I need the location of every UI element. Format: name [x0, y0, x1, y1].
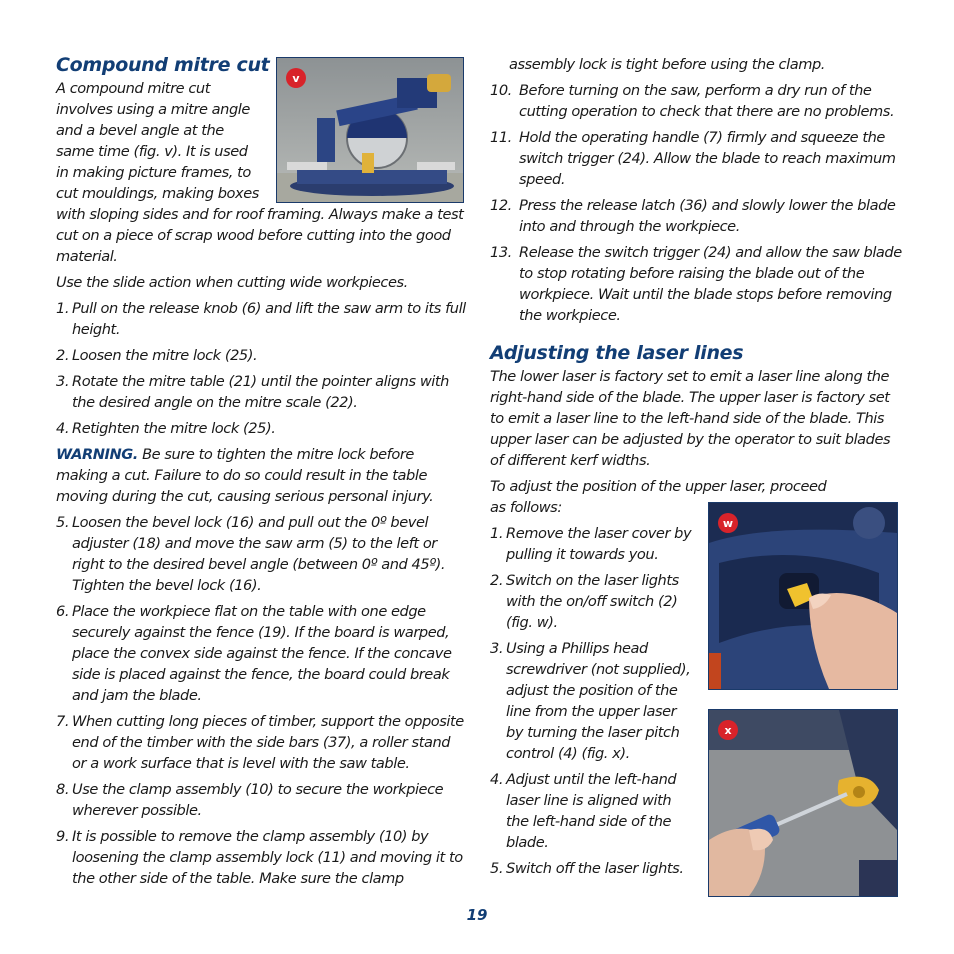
step-text: It is possible to remove the clamp assembly (10) by loosening the clamp assembly lock (11) and moving it to the other side of the table. Make sure the clamp [72, 828, 463, 887]
step-number: 3. [490, 640, 504, 657]
step-text: Switch on the laser lights with the on/off switch (2) (fig. w). [506, 572, 679, 631]
step-number: 7. [56, 713, 70, 730]
intro-line: and a bevel angle at the [56, 122, 224, 139]
step-text: Hold the operating handle (7) firmly and squeeze the switch trigger (24). Allow the blade to reach maximum speed. [519, 129, 896, 188]
list-item [490, 523, 696, 565]
figure-label-badge: x [718, 720, 738, 740]
list-item [56, 826, 466, 889]
step-number: 12. [490, 197, 512, 214]
list-item [56, 418, 466, 439]
figure-label-badge: v [286, 68, 306, 88]
list-item [56, 345, 466, 366]
step-text: Use the clamp assembly (10) to secure the workpiece wherever possible. [72, 781, 444, 819]
step-number: 2. [490, 572, 504, 589]
step-number: 1. [56, 300, 70, 317]
laser-switch-illustration [709, 503, 897, 689]
step-text: Before turning on the saw, perform a dry run of the cutting operation to check that there are no problems. [519, 82, 895, 120]
section-heading-laser: Adjusting the laser lines [490, 342, 744, 364]
step-number: 5. [490, 860, 504, 877]
list-item [490, 570, 696, 633]
laser-steps-list [490, 523, 696, 879]
step-text: Place the workpiece flat on the table with one edge securely against the fence (19). If the board is warped, place the convex side against the fence. If the concave side is placed against the fence, the board could break and jam the blade. [72, 603, 452, 704]
step-number: 10. [490, 82, 512, 99]
step-number: 13. [490, 244, 512, 261]
step-number: 3. [56, 373, 70, 390]
intro-line: cut mouldings, making boxes [56, 185, 259, 202]
list-item [56, 298, 466, 340]
step-number: 4. [490, 771, 504, 788]
intro-paragraph-rest: with sloping sides and for roof framing. Always make a test cut on a piece of scrap wood before cutting into the good material. [56, 206, 464, 265]
adjust-intro: To adjust the position of the upper laser, proceed as follows: [490, 478, 827, 516]
list-item [56, 371, 466, 413]
step-text: When cutting long pieces of timber, support the opposite end of the timber with the side bars (37), a roller stand or a work surface that is level with the saw table. [72, 713, 464, 772]
step-text: Loosen the mitre lock (25). [72, 347, 258, 364]
list-item [490, 638, 696, 764]
step-number: 8. [56, 781, 70, 798]
list-item [490, 769, 696, 853]
step-number: 6. [56, 603, 70, 620]
intro-line: in making picture frames, to [56, 164, 251, 181]
list-item [56, 512, 466, 596]
list-item [490, 242, 902, 326]
page-number: 19 [466, 906, 488, 924]
list-item [490, 858, 696, 879]
step-number: 1. [490, 525, 504, 542]
intro-line: involves using a mitre angle [56, 101, 250, 118]
intro-wrapped [56, 78, 262, 204]
step-number: 5. [56, 514, 70, 531]
figure-label-badge: w [718, 513, 738, 533]
list-item [56, 601, 466, 706]
step-number: 9. [56, 828, 70, 845]
list-item [490, 195, 902, 237]
step-text: Remove the laser cover by pulling it towards you. [506, 525, 692, 563]
step-text: Adjust until the left-hand laser line is aligned with the left-hand side of the blade. [506, 771, 677, 851]
step-text: Retighten the mitre lock (25). [72, 420, 276, 437]
figure-v-mitre-saw-photo [276, 57, 464, 203]
warning-text: Be sure to tighten the mitre lock before making a cut. Failure to do so could result in the table moving during the cut, causing serious personal injury. [56, 446, 434, 505]
step-number: 4. [56, 420, 70, 437]
list-item [56, 711, 466, 774]
step-text: Using a Phillips head screwdriver (not supplied), adjust the position of the line from the upper laser by turning the laser pitch control (4) (fig. x). [506, 640, 691, 762]
step-text: Press the release latch (36) and slowly lower the blade into and through the workpiece. [519, 197, 896, 235]
step-text: Switch off the laser lights. [506, 860, 684, 877]
steps-list-c [490, 80, 902, 326]
list-item [490, 127, 902, 190]
step-text: Loosen the bevel lock (16) and pull out the 0º bevel adjuster (18) and move the saw arm (5) to the left or right to the desired bevel angle (between 0º and 45º). Tighten the bevel lock (16). [72, 514, 446, 594]
figure-x-laser-pitch-photo [708, 709, 898, 897]
slide-note: Use the slide action when cutting wide workpieces. [56, 274, 408, 291]
intro-line: same time (fig. v). It is used [56, 143, 248, 160]
steps-list-a [56, 298, 466, 439]
intro-line: A compound mitre cut [56, 80, 210, 97]
continuation-text: assembly lock is tight before using the clamp. [509, 56, 825, 73]
section-heading-compound-mitre: Compound mitre cut [56, 54, 270, 76]
figure-w-laser-switch-photo [708, 502, 898, 690]
steps-list-b [56, 512, 466, 889]
warning-label: WARNING. [56, 446, 138, 463]
step-text: Pull on the release knob (6) and lift the saw arm to its full height. [72, 300, 466, 338]
laser-intro: The lower laser is factory set to emit a laser line along the right-hand side of the blade. The upper laser is factory set to emit a laser line to the left-hand side of the blade. This upper laser can be adjusted by the operator to suit blades of different kerf widths. [490, 368, 891, 469]
step-number: 2. [56, 347, 70, 364]
screwdriver-illustration [709, 710, 897, 896]
list-item [56, 779, 466, 821]
step-text: Release the switch trigger (24) and allow the saw blade to stop rotating before raising the blade out of the workpiece. Wait until the blade stops before removing the workpiece. [519, 244, 902, 324]
step-text: Rotate the mitre table (21) until the pointer aligns with the desired angle on the mitre scale (22). [72, 373, 449, 411]
warning-paragraph [56, 444, 466, 507]
step-number: 11. [490, 129, 512, 146]
list-item [490, 80, 902, 122]
